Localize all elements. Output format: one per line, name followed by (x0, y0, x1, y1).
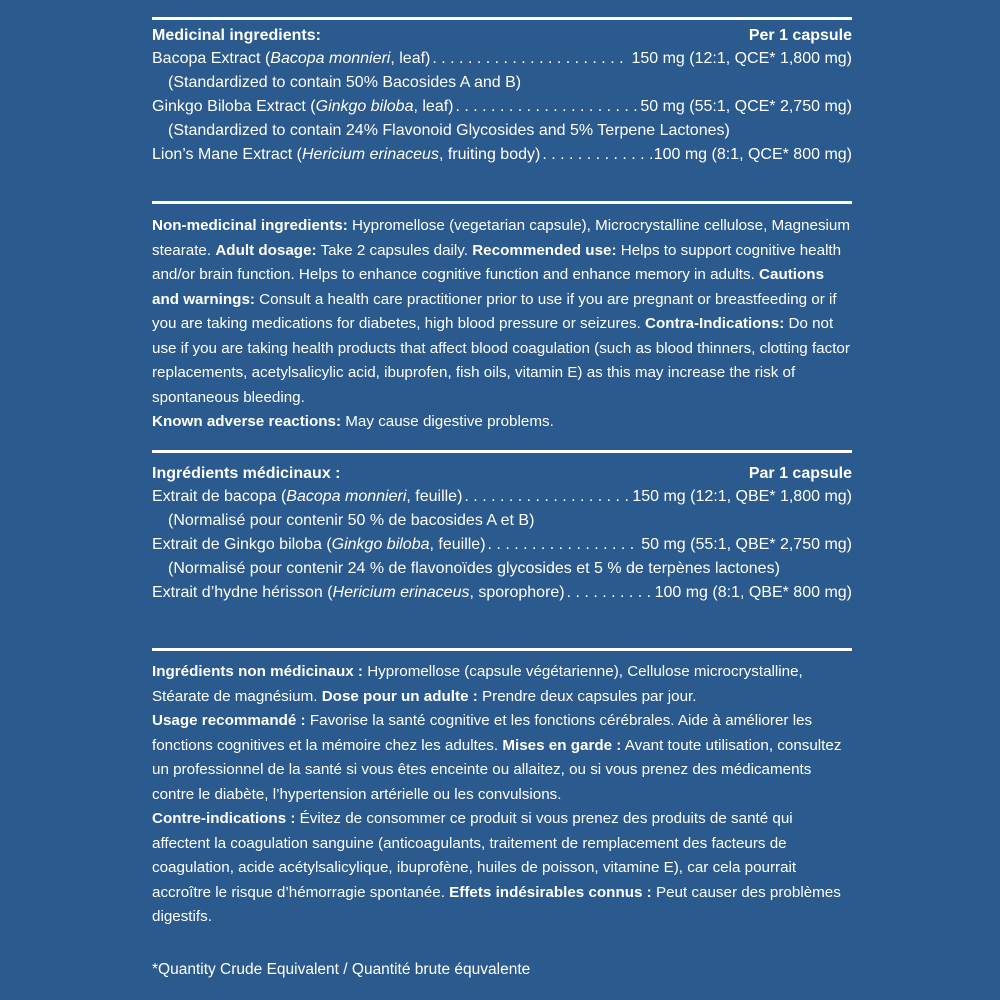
fr-medicinal-heading: Ingrédients médicinaux : (152, 465, 341, 482)
section-rule (152, 648, 852, 651)
dot-leader (455, 95, 638, 119)
en-info-label: Adult dosage: (215, 241, 317, 259)
fr-ingredient-amount: 50 mg (55:1, QBE* 2,750 mg) (641, 536, 852, 553)
fr-info-label: Effets indésirables connus : (449, 883, 652, 901)
en-ingredient-row: Bacopa Extract (Bacopa monnieri, leaf) . . . 150 mg (12:1, QCE* 1,800 mg) (152, 47, 852, 71)
en-medicinal-header (152, 25, 852, 47)
footnote: *Quantity Crude Equivalent / Quantité brute équvalente (152, 961, 531, 978)
fr-per-capsule: Par 1 capsule (748, 465, 852, 482)
fr-ingredient-note: (Normalisé pour contenir 50 % de bacosides A et B) (168, 512, 535, 529)
en-medicinal-heading: Medicinal ingredients: (152, 27, 321, 44)
en-ingredient-amount: 150 mg (12:1, QCE* 1,800 mg) (631, 50, 852, 67)
fr-medicinal-section (152, 463, 852, 605)
dot-leader (464, 485, 630, 509)
fr-medicinal-header (152, 463, 852, 485)
dot-leader (488, 533, 640, 557)
fr-ingredient-note: (Normalisé pour contenir 24 % de flavonoïdes glycosides et 5 % de terpènes lactones) (168, 560, 780, 577)
en-ingredient-row: Ginkgo Biloba Extract (Ginkgo biloba, leaf) . . . 50 mg (55:1, QCE* 2,750 mg) (152, 95, 852, 119)
top-rule (152, 17, 852, 20)
fr-ingredient-row: Extrait d’hydne hérisson (Hericium erinaceus, sporophore) . . . 100 mg (8:1, QBE* 800 mg) (152, 581, 852, 605)
en-info-label: Contra-Indications: (645, 315, 785, 332)
section-rule (152, 201, 852, 204)
fr-ingredient-row: Extrait de bacopa (Bacopa monnieri, feuille) . . . 150 mg (12:1, QBE* 1,800 mg) (152, 485, 852, 509)
en-ingredient-note: (Standardized to contain 50% Bacosides A and B) (168, 74, 522, 91)
en-ingredient-note: (Standardized to contain 24% Flavonoid Glycosides and 5% Terpene Lactones) (168, 122, 730, 139)
en-ingredient-amount: 100 mg (8:1, QCE* 800 mg) (653, 146, 852, 163)
en-medicinal-section (152, 25, 852, 167)
fr-info-paragraph: Ingrédients non médicinaux : Hypromellose (capsule végétarienne), Cellulose microcrystalline, Stéarate de magnésium. Dose pour un adulte : Prendre deux capsules par jour. Usage recommandé : Favorise la santé cognitive et les fonctions cérébrales. Aide à améliorer les fonctions cognitives et la mémoire chez les adultes. Mises en garde : Avant toute utilisation, consultez un professionnel de la santé si vous êtes enceinte ou allaitez, ou si vous prenez des médicaments contre le diabète, l’hypertension artérielle ou les convulsions. Contre-indications : Évitez de consommer ce produit si vous prenez des produits de santé qui affectent la coagulation sanguine (anticoagulants, traitement de remplacement des facteurs de coagulation, acide acétylsalicylique, ibuprofène, huiles de poisson, vitamine E), car cela pourrait accroître le risque d’hémorragie spontanée. Effets indésirables connus : Peut causer des problèmes digestifs. (152, 663, 842, 925)
dot-leader (432, 47, 629, 71)
en-ingredient-row: Lion’s Mane Extract (Hericium erinaceus, fruiting body) . . . 100 mg (8:1, QCE* 800 mg) (152, 143, 852, 167)
dot-leader (542, 143, 651, 167)
fr-info-label: Ingrédients non médicinaux : (152, 663, 363, 680)
en-info-label: Cautions and warnings: (152, 266, 825, 308)
en-per-capsule: Per 1 capsule (748, 27, 852, 44)
fr-info-label: Dose pour un adulte : (321, 687, 478, 705)
fr-info-label: Usage recommandé : (152, 712, 306, 729)
en-info-label: Recommended use: (472, 241, 617, 259)
en-info-label: Known adverse reactions: (152, 413, 342, 430)
fr-info-label: Mises en garde : (502, 736, 622, 754)
en-info-label: Non-medicinal ingredients: (152, 217, 348, 234)
en-info-paragraph: Non-medicinal ingredients: Hypromellose (vegetarian capsule), Microcrystalline cellulose, Magnesium stearate. Adult dosage: Take 2 capsules daily. Recommended use: Helps to support cognitive health and/or brain function. Helps to enhance cognitive function and enhance memory in adults. Cautions and warnings: Consult a health care practitioner prior to use if you are pregnant or breastfeeding or if you are taking medications for diabetes, high blood pressure or seizures. Contra-Indications: Do not use if you are taking health products that affect blood coagulation (such as blood thinners, clotting factor replacements, acetylsalicylic acid, ibuprofen, fish oils, vitamin E) as this may increase the risk of spontaneous bleeding. Known adverse reactions: May cause digestive problems. (152, 217, 851, 430)
fr-info-label: Contre-indications : (152, 810, 296, 827)
fr-ingredient-amount: 100 mg (8:1, QBE* 800 mg) (654, 584, 852, 601)
en-ingredient-amount: 50 mg (55:1, QCE* 2,750 mg) (640, 98, 852, 115)
fr-ingredient-amount: 150 mg (12:1, QBE* 1,800 mg) (632, 488, 852, 505)
dot-leader (567, 581, 653, 605)
section-rule (152, 450, 852, 453)
fr-ingredient-row: Extrait de Ginkgo biloba (Ginkgo biloba, feuille) . . . 50 mg (55:1, QBE* 2,750 mg) (152, 533, 852, 557)
